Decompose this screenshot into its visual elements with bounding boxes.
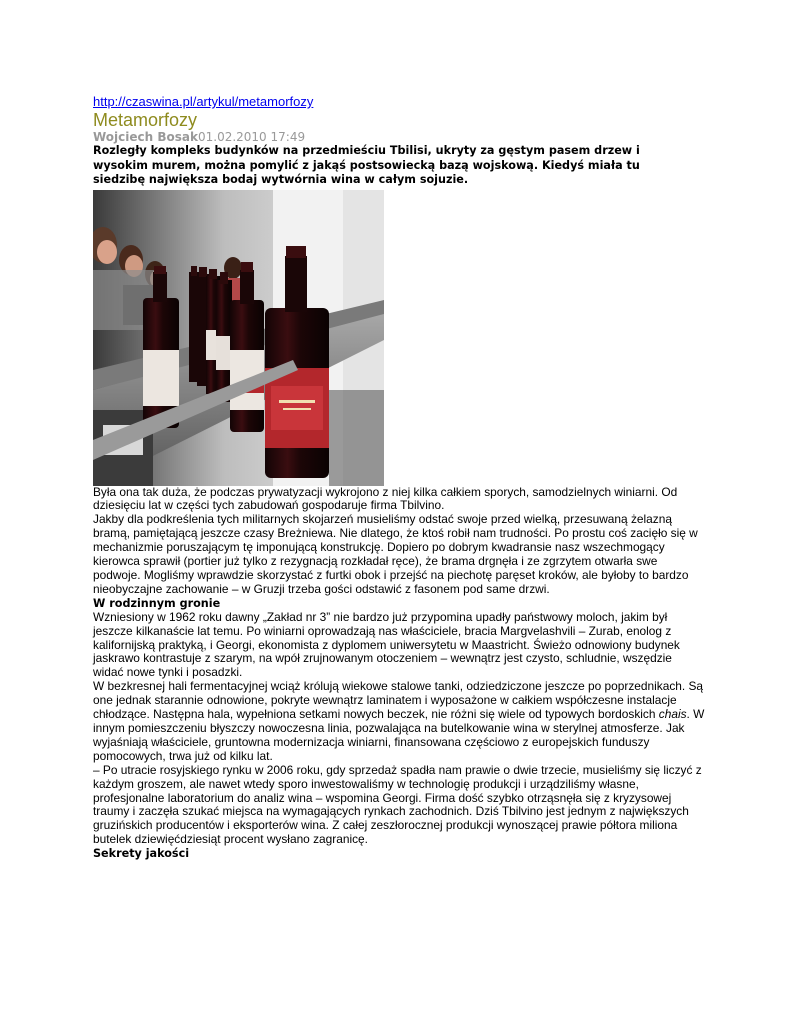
article-title: Metamorfozy	[93, 110, 198, 130]
bottling-line-photo	[93, 190, 384, 486]
paragraph: Jakby dla podkreślenia tych militarnych skojarzeń musieliśmy odstać swoje przed wielką, przesuwaną żelazną bramą, pamiętającą jeszcze czasy Breżniewa. Nie dlatego, że ktoś robił nam trudności. Po prostu coś zacięło się w mechanizmie poruszającym tę imponującą konstrukcję. Dopiero po dobrym kwadransie nasz wszechmogący kierowca sprawił (portier już tylko z rezygnacją rozkładał ręce), że brama drgnęła i ze zgrzytem otwarła swe podwoje. Mogliśmy wprawdzie skorzystać z furtki obok i przejść na piechotę paręset kroków, ale byłoby to bardzo nieobyczajne zachowanie – w Gruzji trzeba gości odstawić z fasonem pod same drzwi.	[93, 512, 698, 596]
section-heading: Sekrety jakości	[93, 847, 190, 861]
paragraph: Była ona tak duża, że podczas prywatyzacji wykrojono z niej kilka całkiem sporych, samodzielnych winiarni. Od dziesięciu lat w części tych zabudowań gospodaruje firma Tbilvino.	[93, 484, 678, 513]
author-name: Wojciech Bosak	[93, 130, 198, 144]
paragraph-text: W bezkresnej hali fermentacyjnej wciąż królują wiekowe stalowe tanki, odziedziczone jeszcze po poprzednikach. Są one jednak starannie odnowione, pokryte wewnątrz laminatem i wyposażone w całkiem współczesne instalacje chłodzące. Następna hala, wypełniona setkami nowych beczek, nie różni się wiele od typowych bordoskich	[93, 679, 704, 722]
article-lead: Rozległy kompleks budynków na przedmieściu Tbilisi, ukryty za gęstym pasem drzew i wysokim murem, można pomylić z jakąś postsowiecką bazą wojskową. Kiedyś miała tu siedzibę największa bodaj wytwórnia wina w całym sojuzie.	[93, 144, 640, 186]
paragraph	[93, 680, 705, 763]
wine-bottle	[216, 272, 232, 402]
article	[93, 94, 705, 861]
paragraph-text: . W innym pomieszczeniu błyszczy nowoczesna linia, pozwalająca na butelkowanie wina w sterylnej atmosferze. Jak wyjaśniają właściciele, gruntowna modernizacja winiarni, finansowana częściowo z europejskich funduszy pomocowych, trwa już od kilku lat.	[93, 707, 705, 763]
source-link[interactable]: http://czaswina.pl/artykul/metamorfozy	[93, 94, 314, 109]
paragraph: Wzniesiony w 1962 roku dawny „Zakład nr 3” nie bardzo już przypomina upadły państwowy moloch, jakim był jeszcze kilkanaście lat temu. Po winiarni oprowadzają nas właściciele, bracia Margvelashvili – Zurab, enolog z kalifornijską praktyką, i Georgi, ekonomista z dyplomem uniwersytetu w Maastricht. Świeżo odnowiony budynek jaskrawo kontrastuje z szarym, na wpół zrujnowanym otoczeniem – wewnątrz jest czysto, schludnie, wszędzie widać nowe tynki i posadzki.	[93, 609, 680, 680]
emphasis-term: chais	[658, 707, 687, 722]
paragraph: – Po utracie rosyjskiego rynku w 2006 roku, gdy sprzedaż spadła nam prawie o dwie trzecie, musieliśmy się liczyć z każdym groszem, ale nawet wtedy sporo inwestowaliśmy w technologię produkcji i urządziliśmy własne, profesjonalne laboratorium do analiz wina – wspomina Georgi. Firma dość szybko otrząsnęła się z kryzysowej traumy i zaczęła szukać miejsca na wymagających rynkach zachodnich. Dziś Tbilvino jest jednym z największych gruzińskich producentów i eksporterów wina. Z całej zeszłorocznej produkcji wynoszącej prawie półtora miliona butelek dziewięćdziesiąt procent wysłano zagranicę.	[93, 762, 702, 847]
publish-date: 01.02.2010 17:49	[197, 130, 306, 144]
section-heading: W rodzinnym gronie	[93, 596, 221, 610]
byline	[93, 130, 705, 144]
